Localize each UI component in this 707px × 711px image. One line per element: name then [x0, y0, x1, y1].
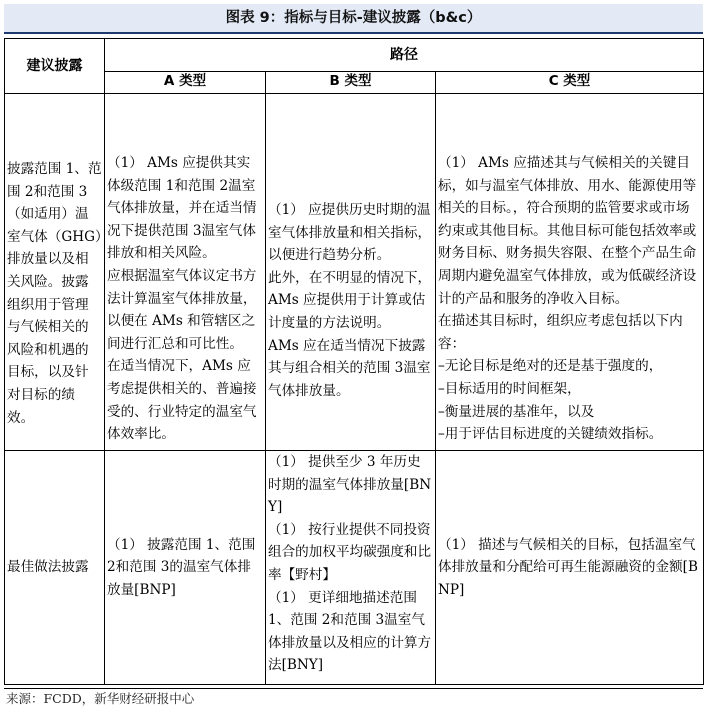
row1-a-para-3: 在适当情况下，AMs 应考虑提供相关的、普遍接受的、行业特定的温室气体效率比。	[107, 358, 257, 443]
row2-type-b-cell	[266, 451, 436, 685]
header-type-a: A 类型	[105, 72, 266, 94]
table-row	[5, 451, 704, 685]
row2-b-para-1: （1） 提供至少 3 年历史时期的温室气体排放量[BNY]	[268, 454, 432, 516]
row1-disclosure-cell	[5, 94, 105, 451]
row1-c-para-1: （1） AMs 应描述其与气候相关的关键目标，如与温室气体排放、用水、能源使用等相关的目标。，符合预期的监管要求或市场约束或其他目标。其他目标可能包括效率或财务目标、财务损失容限、在整个产品生命周期内避免温室气体排放，或为低碳经济设计的产品和服务的净收入目标。	[438, 155, 697, 307]
row2-c-text: （1） 描述与气候相关的目标，包括温室气体排放量和分配给可再生能源融资的金额[BNP]	[438, 536, 698, 598]
table-subheader-row	[5, 72, 704, 94]
figure-title: 图表 9：指标与目标-建议披露（b&c）	[4, 4, 703, 34]
row2-disclosure-cell	[5, 451, 105, 685]
row1-disclosure-text: 披露范围 1、范围 2和范围 3（如适用）温室气体（GHG）排放量以及相关风险。披露组织用于管理与气候相关的风险和机遇的目标，以及针对目标的绩效。	[7, 161, 102, 426]
row2-b-para-3: （1） 更详细地描述范围 1、范围 2和范围 3温室气体排放量以及相应的计算方法[BNY]	[268, 589, 432, 674]
row1-c-para-2: 在描述其目标时，组织应考虑包括以下内容：	[438, 313, 683, 352]
row2-a-text: （1） 披露范围 1、范围 2和范围 3的温室气体排放量[BNP]	[107, 536, 256, 598]
row1-type-c-cell	[436, 94, 704, 451]
row2-b-para-2: （1） 按行业提供不同投资组合的加权平均碳强度和比率【野村】	[268, 521, 432, 583]
row1-c-para-6: –用于评估目标进度的关键绩效指标。	[438, 426, 663, 443]
header-path: 路径	[105, 39, 704, 72]
row1-c-para-5: –衡量进展的基准年，以及	[438, 403, 595, 420]
disclosure-table	[4, 38, 704, 685]
header-disclosure: 建议披露	[5, 39, 105, 94]
header-type-b: B 类型	[266, 72, 436, 94]
row1-b-para-3: AMs 应在适当情况下披露其与组合相关的范围 3温室气体排放量。	[268, 337, 431, 399]
row1-b-para-1: （1） 应提供历史时期的温室气体排放量和相关指标，以便进行趋势分析。	[268, 202, 432, 264]
row2-type-a-cell	[105, 451, 266, 685]
row1-type-a-cell	[105, 94, 266, 451]
header-type-c: C 类型	[436, 72, 704, 94]
row1-a-para-1: （1） AMs 应提供其实体级范围 1和范围 2温室气体排放量，并在适当情况下提供范围 3温室气体排放和相关风险。	[107, 155, 257, 262]
row1-b-para-2: 此外，在不明显的情况下，AMs 应提供用于计算或估计度量的方法说明。	[268, 269, 432, 331]
row2-type-c-cell	[436, 451, 704, 685]
row1-c-para-4: –目标适用的时间框架，	[438, 380, 581, 397]
row1-a-para-2: 应根据温室气体议定书方法计算温室气体排放量，以便在 AMs 和管辖区之间进行汇总和可比性。	[107, 267, 257, 352]
table-row	[5, 94, 704, 451]
row2-disclosure-text: 最佳做法披露	[7, 559, 89, 576]
source-note: 来源：FCDD，新华财经研报中心	[4, 688, 703, 710]
table-header-row	[5, 39, 704, 72]
row1-type-b-cell	[266, 94, 436, 451]
row1-c-para-3: –无论目标是绝对的还是基于强度的，	[438, 358, 663, 375]
